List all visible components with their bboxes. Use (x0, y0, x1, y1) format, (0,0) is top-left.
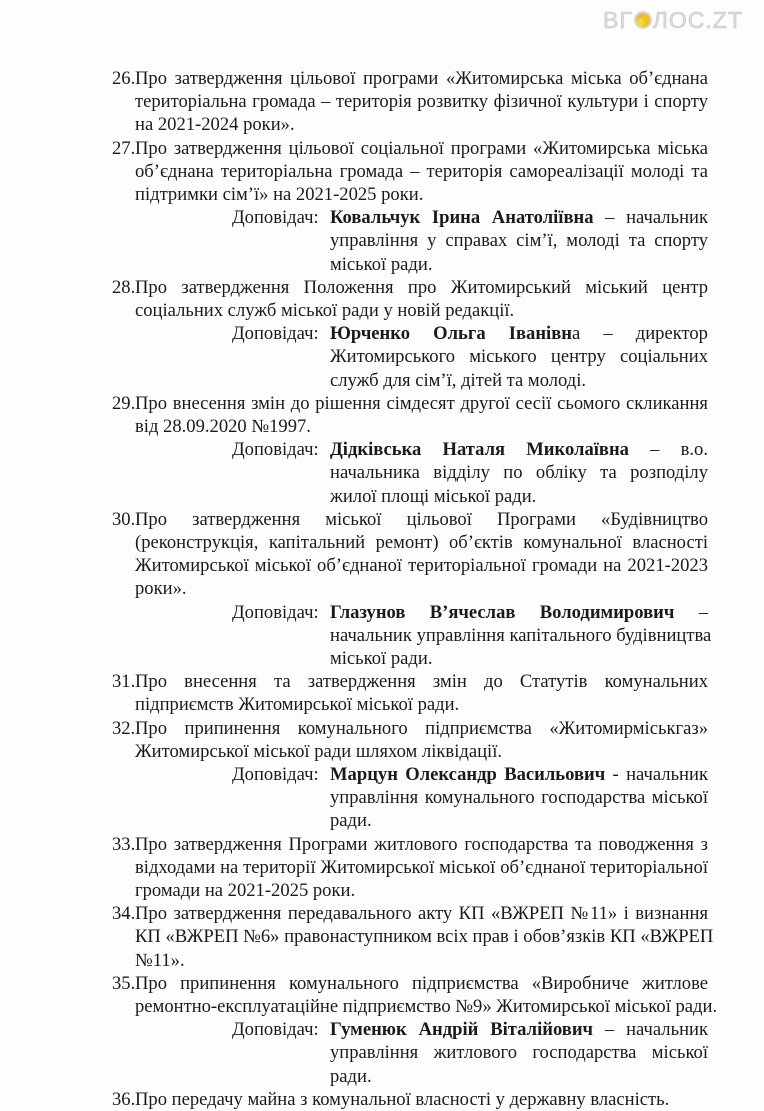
reporter-position: – директор (580, 323, 708, 345)
reporter-position-line: управління житлового господарства міської (330, 1042, 708, 1064)
item-text-line: Про затвердження Положення про Житомирський міський центр (135, 276, 708, 298)
reporter-position-line: начальника відділу по обліку та розподілу (330, 462, 708, 484)
item-text-line: Про внесення та затвердження змін до Статутів комунальних (135, 671, 708, 693)
reporter-name: Гуменюк Андрій Віталійович (330, 1019, 594, 1041)
reporter-name: Юрченко Ольга Іванівн (330, 323, 572, 345)
item-number: 35. (112, 972, 136, 994)
item-text-line: Про передачу майна з комунальної власності у державну власність. (135, 1088, 670, 1110)
item-text-line: роки». (135, 578, 187, 600)
reporter-position-line: ради. (330, 1065, 372, 1087)
item-number: 36. (112, 1088, 136, 1110)
item-text-line: від 28.09.2020 №1997. (135, 416, 311, 437)
reporter-name: Марцун Олександр Васильович (330, 764, 606, 785)
item-text-line: відходами на території Житомирської міської об’єднаної територіальної (135, 856, 708, 878)
item-text-line: КП «ВЖРЕП №6» правонаступником всіх прав і обов’язків КП «ВЖРЕП (135, 926, 714, 948)
reporter-position-line: управління у справах сім’ї, молоді та спорту (330, 230, 708, 252)
item-text-line: Про припинення комунального підприємства «Житомирміськгаз» (135, 717, 708, 739)
reporter-label: Доповідач: (232, 207, 319, 229)
site-logo[interactable] (603, 7, 743, 33)
reporter-position-line: жилої площі міської ради. (330, 485, 537, 507)
item-text-line: №11». (135, 949, 185, 971)
reporter-position: - начальник (605, 764, 708, 785)
reporter-line (330, 1019, 708, 1041)
item-text-line: територіальна громада – територія розвитку фізичної культури і спорту (135, 91, 708, 113)
item-text-line: ремонтно-експлуатаційне підприємство №9» Житомирської міської ради. (135, 996, 718, 1017)
reporter-position-line: міської ради. (330, 648, 433, 669)
reporter-position-line: служб для сім’ї, дітей та молоді. (330, 369, 587, 391)
item-text-line: підтримки сім’ї» на 2021-2025 роки. (135, 184, 424, 205)
item-number: 30. (112, 508, 136, 530)
reporter-name: Глазунов В’ячеслав Володимирович (330, 601, 675, 623)
reporter-position-line: міської ради. (330, 253, 433, 275)
reporter-label: Доповідач: (232, 1019, 319, 1041)
item-number: 28. (112, 276, 136, 298)
item-number: 26. (112, 68, 136, 89)
reporter-position-line: управління комунального господарства міської (330, 787, 708, 809)
reporter-name-tail: а (571, 323, 581, 345)
item-number: 31. (112, 671, 136, 693)
reporter-position-line: ради. (330, 810, 372, 832)
item-text-line: Житомирської міської ради шляхом ліквідації. (135, 740, 503, 762)
item-number: 29. (112, 392, 136, 414)
item-text-line: на 2021-2024 роки». (135, 114, 295, 136)
reporter-position: – начальник (593, 1019, 708, 1041)
item-text-line: Про внесення змін до рішення сімдесят другої сесії сьомого скликання (135, 392, 708, 414)
reporter-position: – (674, 601, 708, 623)
logo-text-right: ЛОС.ZT (652, 6, 743, 33)
item-number: 33. (112, 833, 136, 855)
item-text-line: Про припинення комунального підприємства «Виробниче житлове (135, 972, 708, 994)
item-text-line: (реконструкція, капітальний ремонт) об’єктів комунальної власності (135, 532, 708, 553)
reporter-line (330, 207, 708, 229)
reporter-line (330, 602, 708, 624)
reporter-label: Доповідач: (232, 323, 319, 345)
item-text-line: Про затвердження цільової програми «Житомирська міська об’єднана (135, 68, 708, 89)
reporter-position: – начальник (593, 207, 708, 229)
item-text-line: Про затвердження цільової соціальної програми «Житомирська міська (135, 137, 708, 159)
reporter-line (330, 323, 708, 345)
item-number: 34. (112, 903, 136, 925)
item-number: 32. (112, 717, 136, 739)
item-text-line: Про затвердження Програми житлового господарства та поводження з (135, 833, 708, 855)
item-text-line: громади на 2021-2025 роки. (135, 880, 356, 901)
reporter-name: Ковальчук Ірина Анатоліївна (330, 207, 594, 229)
reporter-label: Доповідач: (232, 439, 319, 461)
logo-text-left: ВГ (603, 6, 633, 33)
reporter-line (330, 439, 708, 461)
reporter-line (330, 764, 708, 786)
reporter-label: Доповідач: (232, 601, 319, 623)
item-text-line: соціальних служб міської ради у новій редакції. (135, 300, 515, 321)
item-text-line: підприємств Житомирської міської ради. (135, 694, 460, 716)
item-text-line: об’єднана територіальна громада – територія самореалізації молоді та (135, 160, 708, 182)
radio-waves-icon (634, 11, 652, 29)
item-text-line: Житомирської міської об’єднаної територіальної громади на 2021-2023 (135, 555, 708, 577)
item-number: 27. (112, 137, 136, 159)
reporter-position-line: начальник управління капітального будівництва (330, 624, 712, 646)
reporter-position: – в.о. (628, 439, 708, 461)
reporter-label: Доповідач: (232, 764, 319, 785)
reporter-position-line: Житомирського міського центру соціальних (330, 346, 708, 368)
item-text-line: Про затвердження передавального акту КП «ВЖРЕП №11» і визнання (135, 903, 708, 925)
item-text-line: Про затвердження міської цільової Програми «Будівництво (135, 508, 708, 530)
reporter-name: Дідківська Наталя Миколаївна (330, 439, 629, 461)
